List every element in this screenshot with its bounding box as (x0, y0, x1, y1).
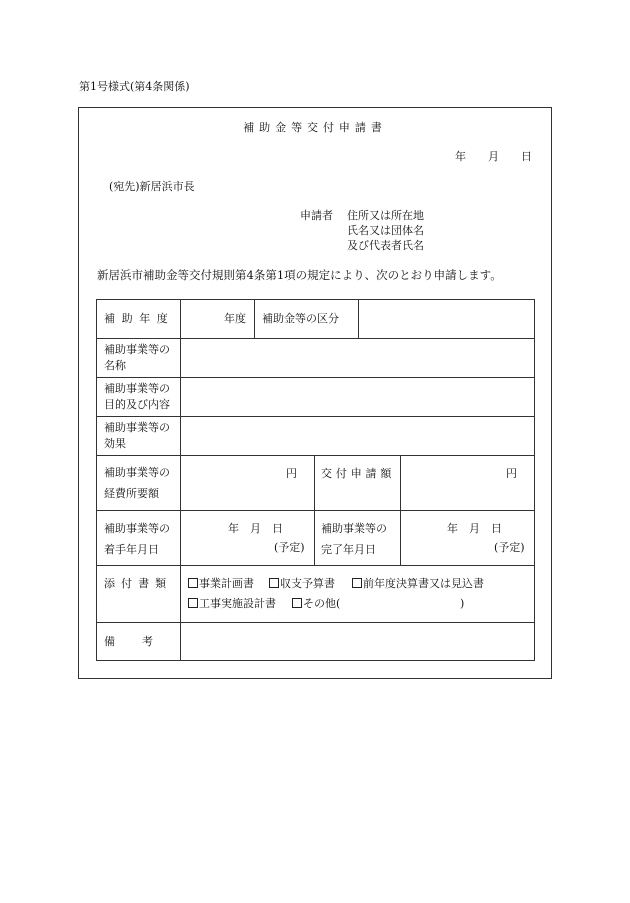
date-day: 日 (521, 150, 532, 163)
other-close-paren: ) (460, 597, 465, 610)
label-column-divider (180, 300, 181, 660)
applicant-address-label: 住所又は所在地 (347, 209, 424, 222)
requested-amount-label: 交付申請額 (321, 467, 396, 480)
form-number-label: 第1号様式(第4条関係) (79, 80, 190, 93)
project-effect-label: 補助事業等の 効果 (104, 421, 170, 450)
date-year: 年 (455, 150, 466, 163)
subsidy-category-label: 補助金等の区分 (262, 312, 339, 325)
row-divider (97, 622, 534, 623)
row-divider (97, 565, 534, 566)
checkbox-icon[interactable] (269, 578, 279, 588)
attachment-option[interactable]: 事業計画書 (188, 576, 254, 592)
attachment-option[interactable]: 前年度決算書又は見込書 (352, 576, 484, 592)
start-date-ymd: 年 月 日 (228, 522, 283, 535)
fiscal-year-label: 補助年度 (104, 312, 175, 325)
row-divider (97, 510, 534, 511)
attachment-option-other[interactable]: その他( (292, 596, 340, 612)
applicant-name-label: 氏名又は団体名 (347, 224, 424, 237)
end-date-label: 補助事業等の 完了年月日 (321, 522, 387, 556)
start-date-label: 補助事業等の 着手年月日 (104, 522, 170, 556)
column-divider (400, 455, 401, 565)
row-divider (97, 455, 534, 456)
attachment-option[interactable]: 収支予算書 (269, 576, 335, 592)
applicant-label: 申請者 (300, 209, 333, 222)
row-divider (97, 416, 534, 417)
checkbox-icon[interactable] (352, 578, 362, 588)
checkbox-icon[interactable] (188, 598, 198, 608)
project-purpose-label: 補助事業等の 目的及び内容 (104, 382, 170, 411)
date-month: 月 (488, 150, 499, 163)
project-cost-label: 補助事業等の 経費所要額 (104, 466, 170, 500)
start-date-planned: (予定) (274, 541, 305, 554)
attachments-label: 添付書類 (104, 577, 173, 590)
checkbox-icon[interactable] (188, 578, 198, 588)
column-divider (358, 300, 359, 338)
form-title: 補助金等交付申請書 (243, 121, 387, 134)
applicant-representative-label: 及び代表者氏名 (347, 239, 424, 252)
attachment-option[interactable]: 工事実施設計書 (188, 596, 276, 612)
application-table (96, 299, 535, 661)
cost-unit: 円 (286, 467, 297, 480)
row-divider (97, 338, 534, 339)
checkbox-icon[interactable] (292, 598, 302, 608)
end-date-ymd: 年 月 日 (447, 522, 502, 535)
column-divider (314, 455, 315, 565)
requested-amount-unit: 円 (506, 467, 517, 480)
fiscal-year-suffix: 年度 (224, 312, 246, 325)
row-divider (97, 377, 534, 378)
column-divider (254, 300, 255, 338)
project-name-label: 補助事業等の 名称 (104, 343, 170, 372)
addressee: (宛先)新居浜市長 (109, 180, 195, 193)
remarks-label: 備 考 (104, 635, 155, 648)
application-statement: 新居浜市補助金等交付規則第4条第1項の規定により、次のとおり申請します。 (97, 268, 502, 282)
end-date-planned: (予定) (494, 541, 525, 554)
application-date (455, 150, 532, 163)
